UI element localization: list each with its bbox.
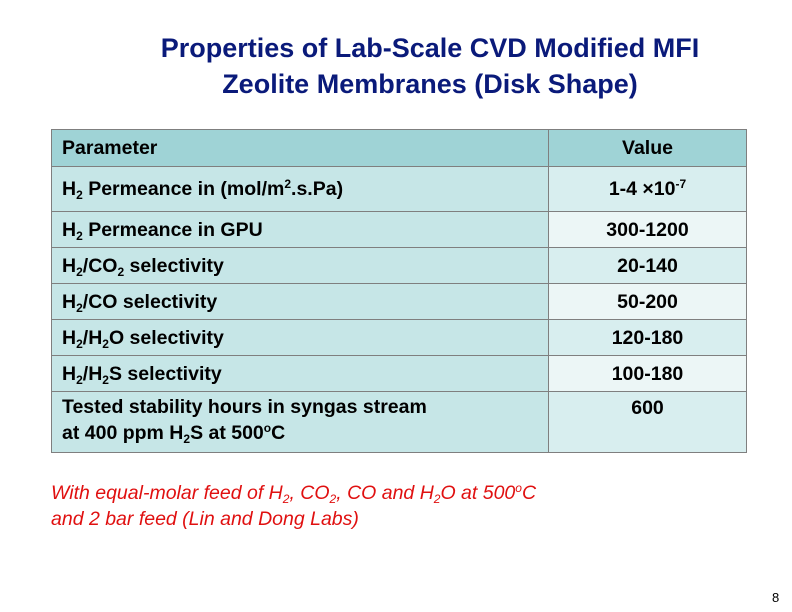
parameter-cell: Tested stability hours in syngas stream at 400 ppm $H_2S$ at 500$^o$C (52, 392, 549, 453)
footnote-line-1: With equal-molar feed of $H_2$, $CO_2$, CO and $H_2O$ at 500$^o$C (51, 481, 537, 506)
table-header-row (52, 130, 747, 167)
table-row (52, 167, 747, 212)
table-row (52, 284, 747, 320)
value-cell: 100-180 (549, 356, 747, 392)
footnote (51, 480, 751, 532)
table-row (52, 248, 747, 284)
slide-title-line-2: Zeolite Membranes (Disk Shape) (222, 69, 638, 99)
table-row (52, 392, 747, 453)
parameter-cell: $H_2$ Permeance in GPU (52, 212, 549, 248)
parameter-cell: $H_2/H_2S$ selectivity (52, 356, 549, 392)
slide-title (60, 30, 792, 102)
value-cell: 20-140 (549, 248, 747, 284)
parameter-cell: $H_2$ Permeance in $(mol/m^2.s.Pa)$ (52, 167, 549, 212)
value-cell: $1-4 \times 10^{-7}$ (549, 167, 747, 212)
parameter-cell: $H_2/H_2O$ selectivity (52, 320, 549, 356)
properties-table (51, 129, 747, 453)
value-cell: 120-180 (549, 320, 747, 356)
table-row (52, 320, 747, 356)
header-parameter: Parameter (52, 130, 549, 167)
value-cell: 50-200 (549, 284, 747, 320)
table-row (52, 356, 747, 392)
page-number: 8 (772, 590, 780, 605)
value-cell: 600 (549, 392, 747, 453)
value-cell: 300-1200 (549, 212, 747, 248)
slide-title-line-1: Properties of Lab-Scale CVD Modified MFI (160, 33, 700, 63)
table-row (52, 212, 747, 248)
footnote-line-2: and 2 bar feed (Lin and Dong Labs) (51, 508, 359, 530)
header-value: Value (549, 130, 747, 167)
parameter-cell: $H_2/CO_2$ selectivity (52, 248, 549, 284)
parameter-cell: $H_2/CO$ selectivity (52, 284, 549, 320)
